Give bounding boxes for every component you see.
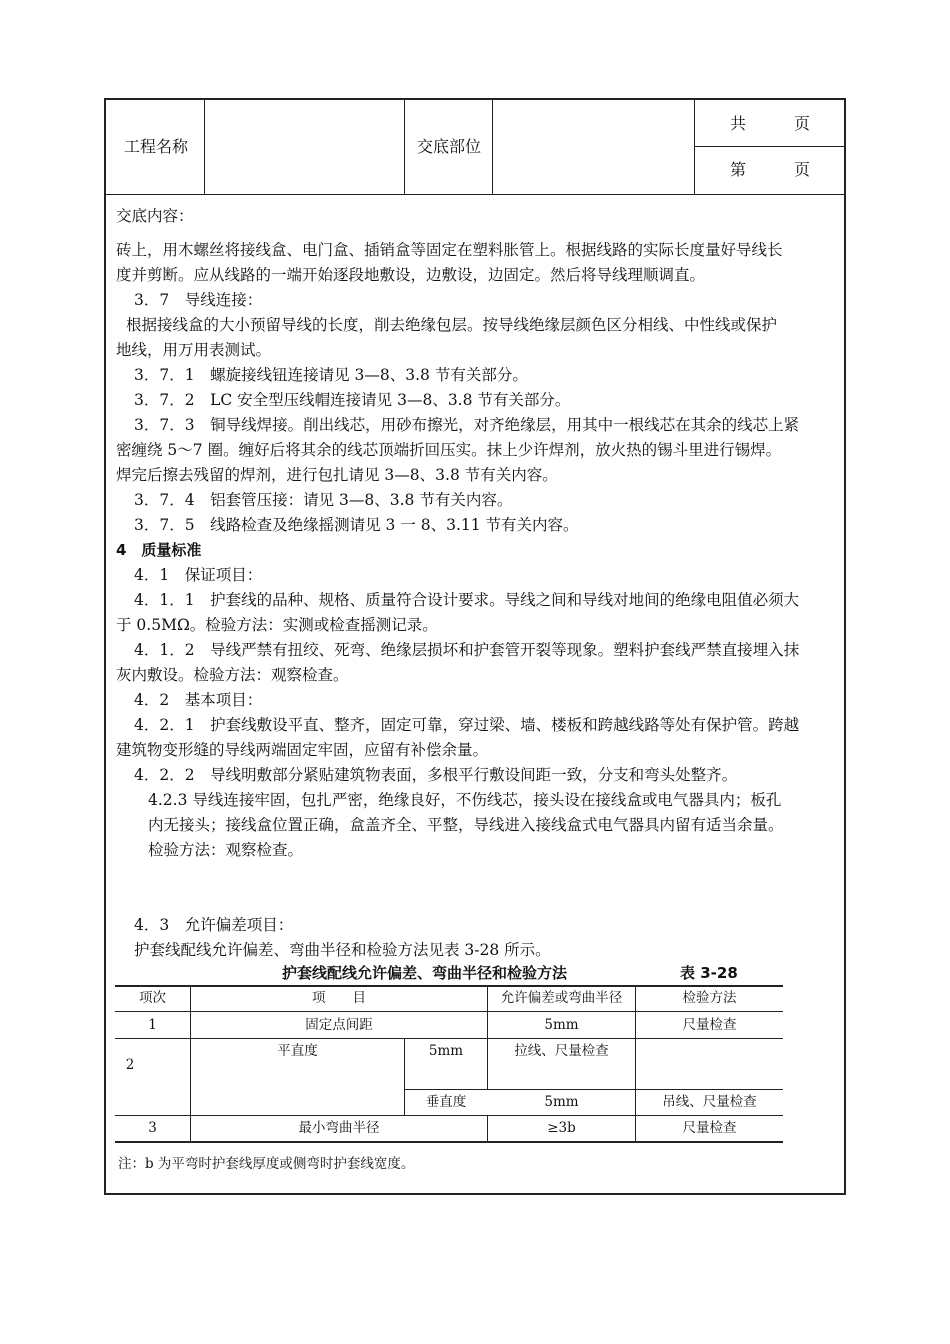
content-line: 4.2.3 导线连接牢固，包扎严密，绝缘良好，不伤线芯，接头设在接线盒或电气器具内；板孔 <box>148 791 782 809</box>
table-cell: 3 <box>148 1120 157 1136</box>
table-title: 护套线配线允许偏差、弯曲半径和检验方法 <box>282 964 568 982</box>
content-line: 4．1．1 护套线的品种、规格、质量符合设计要求。导线之间和导线对地间的绝缘电阻值必须大 <box>134 591 800 609</box>
content-line: 护套线配线允许偏差、弯曲半径和检验方法见表 3-28 所示。 <box>134 941 551 959</box>
table-note: 注：b 为平弯时护套线厚度或侧弯时护套线宽度。 <box>118 1156 415 1172</box>
col-header: 项 目 <box>312 990 366 1006</box>
project-name-label: 工程名称 <box>124 137 189 156</box>
content-line: 砖上，用木螺丝将接线盒、电门盒、插销盒等固定在塑料胀管上。根据线路的实际长度量好导线长 <box>116 241 783 259</box>
col-header: 允许偏差或弯曲半径 <box>500 990 623 1006</box>
divider <box>694 100 695 194</box>
content-line: 度并剪断。应从线路的一端开始逐段地敷设，边敷设，边固定。然后将导线理顺调直。 <box>116 266 706 284</box>
table-cell: 2 <box>125 1057 135 1073</box>
content-line: 4．1．2 导线严禁有扭绞、死弯、绝缘层损坏和护套管开裂等现象。塑料护套线严禁直接埋入抹 <box>134 641 800 659</box>
content-line: 4．2 基本项目： <box>134 691 263 709</box>
table-number: 表 3-28 <box>680 964 738 982</box>
table-cell: 固定点间距 <box>305 1017 373 1033</box>
content-line: 于 0.5MΩ。检验方法：实测或检查摇测记录。 <box>116 616 438 634</box>
content-line: 灰内敷设。检验方法：观察检查。 <box>116 666 349 684</box>
table-cell: 垂直度 <box>425 1094 467 1110</box>
content-label-text: 交底内容： <box>116 207 194 225</box>
content-line: 4．2．1 护套线敷设平直、整齐，固定可靠，穿过梁、墙、楼板和跨越线路等处有保护管。跨越 <box>134 716 800 734</box>
content-line: 3．7．4 铝套管压接：请见 3—8、3.8 节有关内容。 <box>134 491 513 509</box>
content-line: 3．7．5 线路检查及绝缘摇测请见 3 一 8、3.11 节有关内容。 <box>134 516 579 534</box>
table-cell: ≥3b <box>547 1120 576 1136</box>
table-cell: 5mm <box>544 1017 579 1033</box>
content-line: 焊完后擦去残留的焊剂，进行包扎请见 3—8、3.8 节有关内容。 <box>116 466 558 484</box>
content-line <box>116 888 838 913</box>
table-cell: 尺量检查 <box>682 1120 737 1136</box>
content-label <box>116 204 838 229</box>
page-number: 第 页 <box>730 160 811 179</box>
table-cell: 拉线、尺量检查 <box>514 1043 609 1059</box>
col-header: 项次 <box>139 990 166 1006</box>
divider <box>492 100 493 194</box>
divider <box>694 146 844 147</box>
content-line <box>116 863 838 888</box>
content-line: 检验方法：观察检查。 <box>148 841 304 859</box>
table-cell: 5mm <box>544 1094 579 1110</box>
form-header <box>106 100 844 195</box>
content-line: 3．7．3 铜导线焊接。削出线芯，用砂布擦光，对齐绝缘层，用其中一根线芯在其余的线芯上紧 <box>134 416 800 434</box>
content-line: 内无接头；接线盒位置正确，盒盖齐全、平整，导线进入接线盒式电气器具内留有适当余量。 <box>148 816 784 834</box>
table-cell: 平直度 <box>277 1043 318 1059</box>
divider <box>404 100 405 194</box>
content-line: 地线，用万用表测试。 <box>116 341 272 359</box>
content-line: 4 质量标准 <box>116 541 202 559</box>
content-line: 3．7 导线连接： <box>134 291 263 309</box>
content-line: 3．7．2 LC 安全型压线帽连接请见 3—8、3.8 节有关部分。 <box>134 391 571 409</box>
part-label: 交底部位 <box>417 137 482 156</box>
table-cell: 吊线、尺量检查 <box>662 1094 757 1110</box>
content-line: 3．7．1 螺旋接线钮连接请见 3—8、3.8 节有关部分。 <box>134 366 528 384</box>
content-line: 建筑物变形缝的导线两端固定牢固，应留有补偿余量。 <box>116 741 489 759</box>
content-line: 4．2．2 导线明敷部分紧贴建筑物表面，多根平行敷设间距一致，分支和弯头处整齐。 <box>134 766 738 784</box>
content-line: 根据接线盒的大小预留导线的长度，削去绝缘包层。按导线绝缘层颜色区分相线、中性线或保护 <box>126 316 778 334</box>
content-body <box>116 238 838 963</box>
content-line: 4．3 允许偏差项目： <box>134 916 294 934</box>
table-cell: 最小弯曲半径 <box>298 1120 380 1136</box>
total-pages: 共 页 <box>730 114 811 133</box>
table-cell: 5mm <box>428 1043 464 1059</box>
content-line: 密缠绕 5～7 圈。缠好后将其余的线芯顶端折回压实。抹上少许焊剂，放火热的锡斗里进行锡焊。 <box>116 441 782 459</box>
tolerance-table <box>115 985 783 1143</box>
content-line: 4．1 保证项目： <box>134 566 263 584</box>
disclosure-form <box>104 98 846 1195</box>
table-cell: 尺量检查 <box>682 1017 737 1033</box>
divider <box>204 100 205 194</box>
col-header: 检验方法 <box>682 990 737 1006</box>
table-cell: 1 <box>148 1017 157 1033</box>
